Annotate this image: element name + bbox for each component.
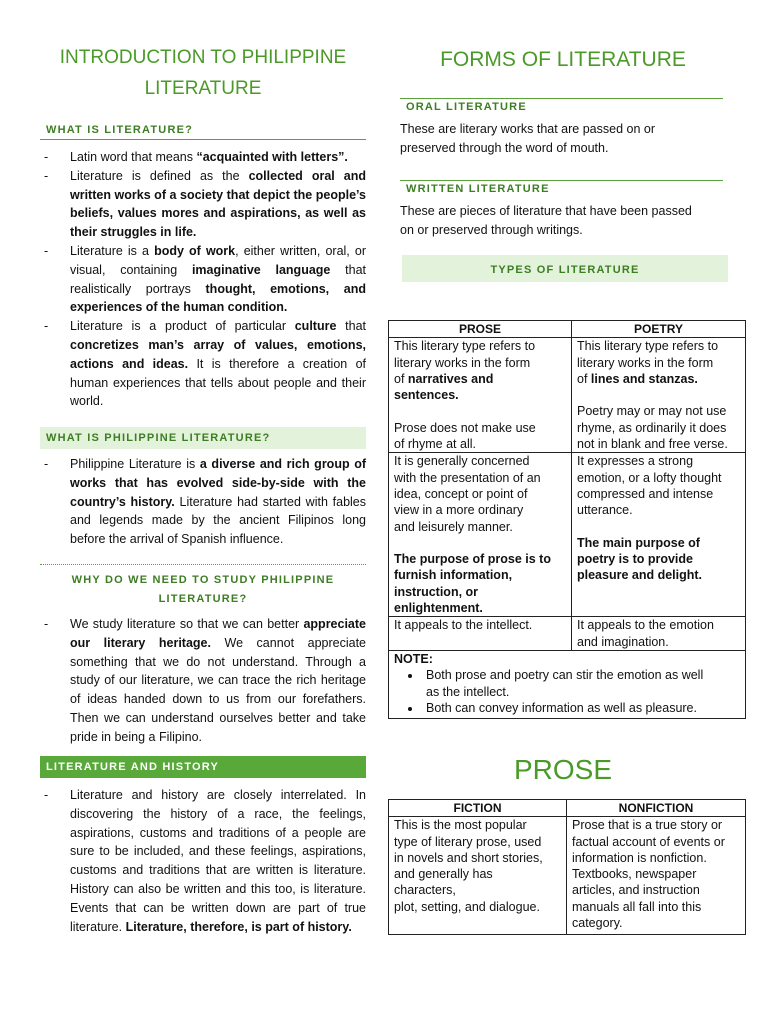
- list-item: • Both prose and poetry can stir the emotion as well as the intellect.: [422, 667, 740, 700]
- section-heading: WRITTEN LITERATURE: [400, 180, 723, 195]
- note-list: [394, 667, 740, 716]
- section-literature-and-history: [40, 756, 366, 936]
- section-why-study: [40, 564, 366, 747]
- note-cell: [389, 650, 746, 718]
- title-line-2: LITERATURE: [144, 78, 262, 99]
- section-heading: WHAT IS LITERATURE?: [40, 124, 366, 140]
- list-item: - We study literature so that we can better appreciate our literary heritage. We cannot appreciate something that we do not understand. Through a study of our literature, we can trace the rich heritage of ideas handed down to us from our forefathers. Then we can understand ourselves better and take pride in being a Filipino.: [40, 615, 366, 747]
- section-written-literature: WRITTEN LITERATURE These are pieces of literature that have been passed on or preserved through writings.: [400, 180, 723, 240]
- table-cell: This literary type refers to literary works in the form of narratives and sentences. Prose does not make use of rhyme at all.: [389, 338, 572, 453]
- table-cell: This is the most popular type of literary prose, used in novels and short stories, and generally has characters, plot, setting, and dialogue.: [389, 817, 567, 935]
- table-row: [389, 453, 746, 617]
- list-item: • Both can convey information as well as pleasure.: [422, 700, 740, 716]
- section-what-is-literature: [40, 124, 366, 411]
- list-item: - Literature is a product of particular culture that concretizes man’s array of values, emotions, actions and ideas. It is therefore a creation of human experiences that tells about people and their world.: [40, 317, 366, 411]
- table-row: [389, 338, 746, 453]
- table-cell: Prose that is a true story or factual account of events or information is nonfiction. Textbooks, newspaper articles, and instruction manuals all fall into this category.: [567, 817, 746, 935]
- section-heading: LITERATURE AND HISTORY: [40, 756, 366, 778]
- forms-title: FORMS OF LITERATURE: [440, 48, 686, 71]
- table-cell: It expresses a strong emotion, or a lofty thought compressed and intense utterance. The main purpose of poetry is to provide pleasure and delight.: [572, 453, 746, 617]
- list-item: - Philippine Literature is a diverse and rich group of works that has evolved side-by-side with the country’s history. Literature had started with fables and legends made by the ancient Filipinos long before the arrival of Spanish influence.: [40, 455, 366, 549]
- section-philippine-literature: [40, 427, 366, 549]
- table-header-row: [389, 800, 746, 817]
- section-oral-literature: ORAL LITERATURE These are literary works that are passed on or preserved through the word of mouth.: [400, 98, 723, 158]
- note-label: NOTE:: [394, 651, 433, 666]
- table-cell: It is generally concerned with the presentation of an idea, concept or point of view in a more ordinary and leisurely manner. The purpose of prose is to furnish information, instruction, or enlightenment.: [389, 453, 572, 617]
- prose-table: [388, 799, 746, 935]
- table-cell: This literary type refers to literary works in the form of lines and stanzas. Poetry may or may not use rhyme, as ordinarily it does not in blank and free verse.: [572, 338, 746, 453]
- table-row: [389, 617, 746, 651]
- table-header: POETRY: [572, 321, 746, 338]
- list-item: - Latin word that means “acquainted with letters”.: [40, 148, 366, 167]
- list-item: - Literature is a body of work, either written, oral, or visual, containing imaginative language that realistically portrays thought, emotions, and experiences of the human condition.: [40, 242, 366, 317]
- table-cell: It appeals to the emotion and imagination.: [572, 617, 746, 651]
- title-line-1: INTRODUCTION TO PHILIPPINE: [59, 47, 347, 68]
- table-row: [389, 817, 746, 935]
- table-row-note: [389, 650, 746, 718]
- list-item: - Literature and history are closely interrelated. In discovering the history of a race, the feelings, aspirations, customs and traditions of a people are sure to be included, and these feelings, aspirations, customs and traditions that are written is literature. History can also be written and this too, is literature. Events that can be written down are part of true literature. Literature, therefore, is part of history.: [40, 786, 366, 936]
- table-cell: It appeals to the intellect.: [389, 617, 572, 651]
- prose-title: PROSE: [513, 754, 613, 785]
- table-header: FICTION: [389, 800, 567, 817]
- table-header: NONFICTION: [567, 800, 746, 817]
- page-title: [40, 42, 366, 104]
- section-heading: ORAL LITERATURE: [400, 98, 723, 113]
- section-heading: WHAT IS PHILIPPINE LITERATURE?: [40, 427, 366, 449]
- section-heading: WHY DO WE NEED TO STUDY PHILIPPINE LITERATURE?: [40, 564, 366, 609]
- table-header-row: [389, 321, 746, 338]
- table-header: PROSE: [389, 321, 572, 338]
- types-heading-band: TYPES OF LITERATURE: [402, 255, 728, 282]
- list-item: - Literature is defined as the collected oral and written works of a society that depict the people’s beliefs, values mores and aspirations, as well as their struggles in life.: [40, 167, 366, 242]
- types-table: [388, 320, 746, 719]
